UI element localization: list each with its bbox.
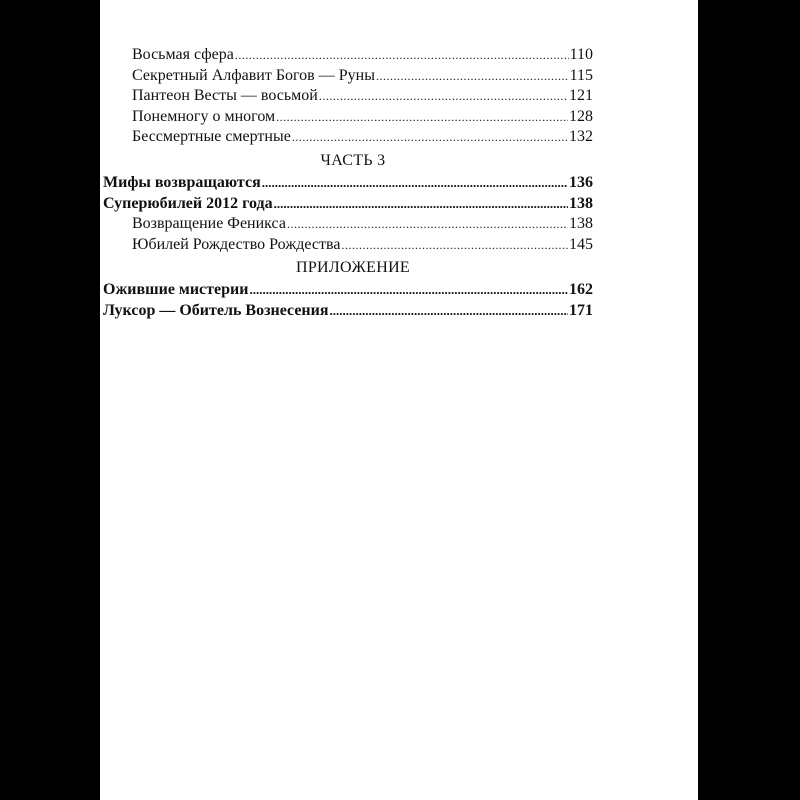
toc-chapter-title: Мифы возвращаются xyxy=(103,173,261,191)
dot-leader xyxy=(292,127,568,148)
toc-chapter xyxy=(103,280,593,301)
dot-leader xyxy=(249,280,568,301)
toc-chapter-title: Луксор — Обитель Вознесения xyxy=(103,301,329,319)
toc-entry xyxy=(103,107,593,128)
toc-chapter-page: 136 xyxy=(569,173,593,191)
toc-entry-title: Юбилей Рождество Рождества xyxy=(132,235,341,253)
dot-leader xyxy=(287,214,568,235)
toc-entry xyxy=(103,214,593,235)
toc-entry-page: 128 xyxy=(569,107,593,125)
toc-entry xyxy=(103,235,593,256)
right-border xyxy=(698,0,800,800)
toc-chapter-page: 171 xyxy=(569,301,593,319)
toc-chapter-title: Суперюбилей 2012 года xyxy=(103,194,273,212)
toc-entry xyxy=(103,86,593,107)
toc-chapter xyxy=(103,301,593,322)
toc-entry-page: 145 xyxy=(569,235,593,253)
dot-leader xyxy=(276,107,568,128)
toc-entry-title: Пантеон Весты — восьмой xyxy=(132,87,318,105)
toc-entry-title: Понемногу о многом xyxy=(132,107,276,125)
toc-chapter-page: 162 xyxy=(569,281,593,299)
dot-leader xyxy=(376,66,569,87)
toc-entry-title: Бессмертные смертные xyxy=(132,128,291,146)
appendix-heading: ПРИЛОЖЕНИЕ xyxy=(295,259,410,277)
toc-entry-title: Секретный Алфавит Богов — Руны xyxy=(132,66,375,84)
toc-chapter xyxy=(103,194,593,215)
toc-entry-page: 132 xyxy=(569,128,593,146)
toc-entry-page: 110 xyxy=(569,46,593,63)
left-border xyxy=(0,0,100,800)
part-3-heading: ЧАСТЬ 3 xyxy=(320,151,386,169)
toc-entry xyxy=(103,127,593,148)
dot-leader xyxy=(330,301,568,322)
dot-leader xyxy=(274,194,568,215)
toc-chapter-page: 138 xyxy=(569,194,593,212)
dot-leader xyxy=(262,173,568,194)
toc-entry xyxy=(103,66,593,87)
dot-leader xyxy=(235,45,569,66)
table-of-contents xyxy=(103,45,593,322)
toc-entry-page: 121 xyxy=(569,87,593,105)
toc-chapter xyxy=(103,173,593,194)
dot-leader xyxy=(319,86,568,107)
toc-entry-page: 138 xyxy=(569,215,593,233)
dot-leader xyxy=(341,235,568,256)
toc-entry xyxy=(103,45,593,66)
toc-entry-title: Восьмая сфера xyxy=(132,46,234,63)
toc-entry-title: Возвращение Феникса xyxy=(132,215,286,233)
toc-chapter-title: Ожившие мистерии xyxy=(103,281,249,299)
toc-entry-page: 115 xyxy=(569,66,593,84)
